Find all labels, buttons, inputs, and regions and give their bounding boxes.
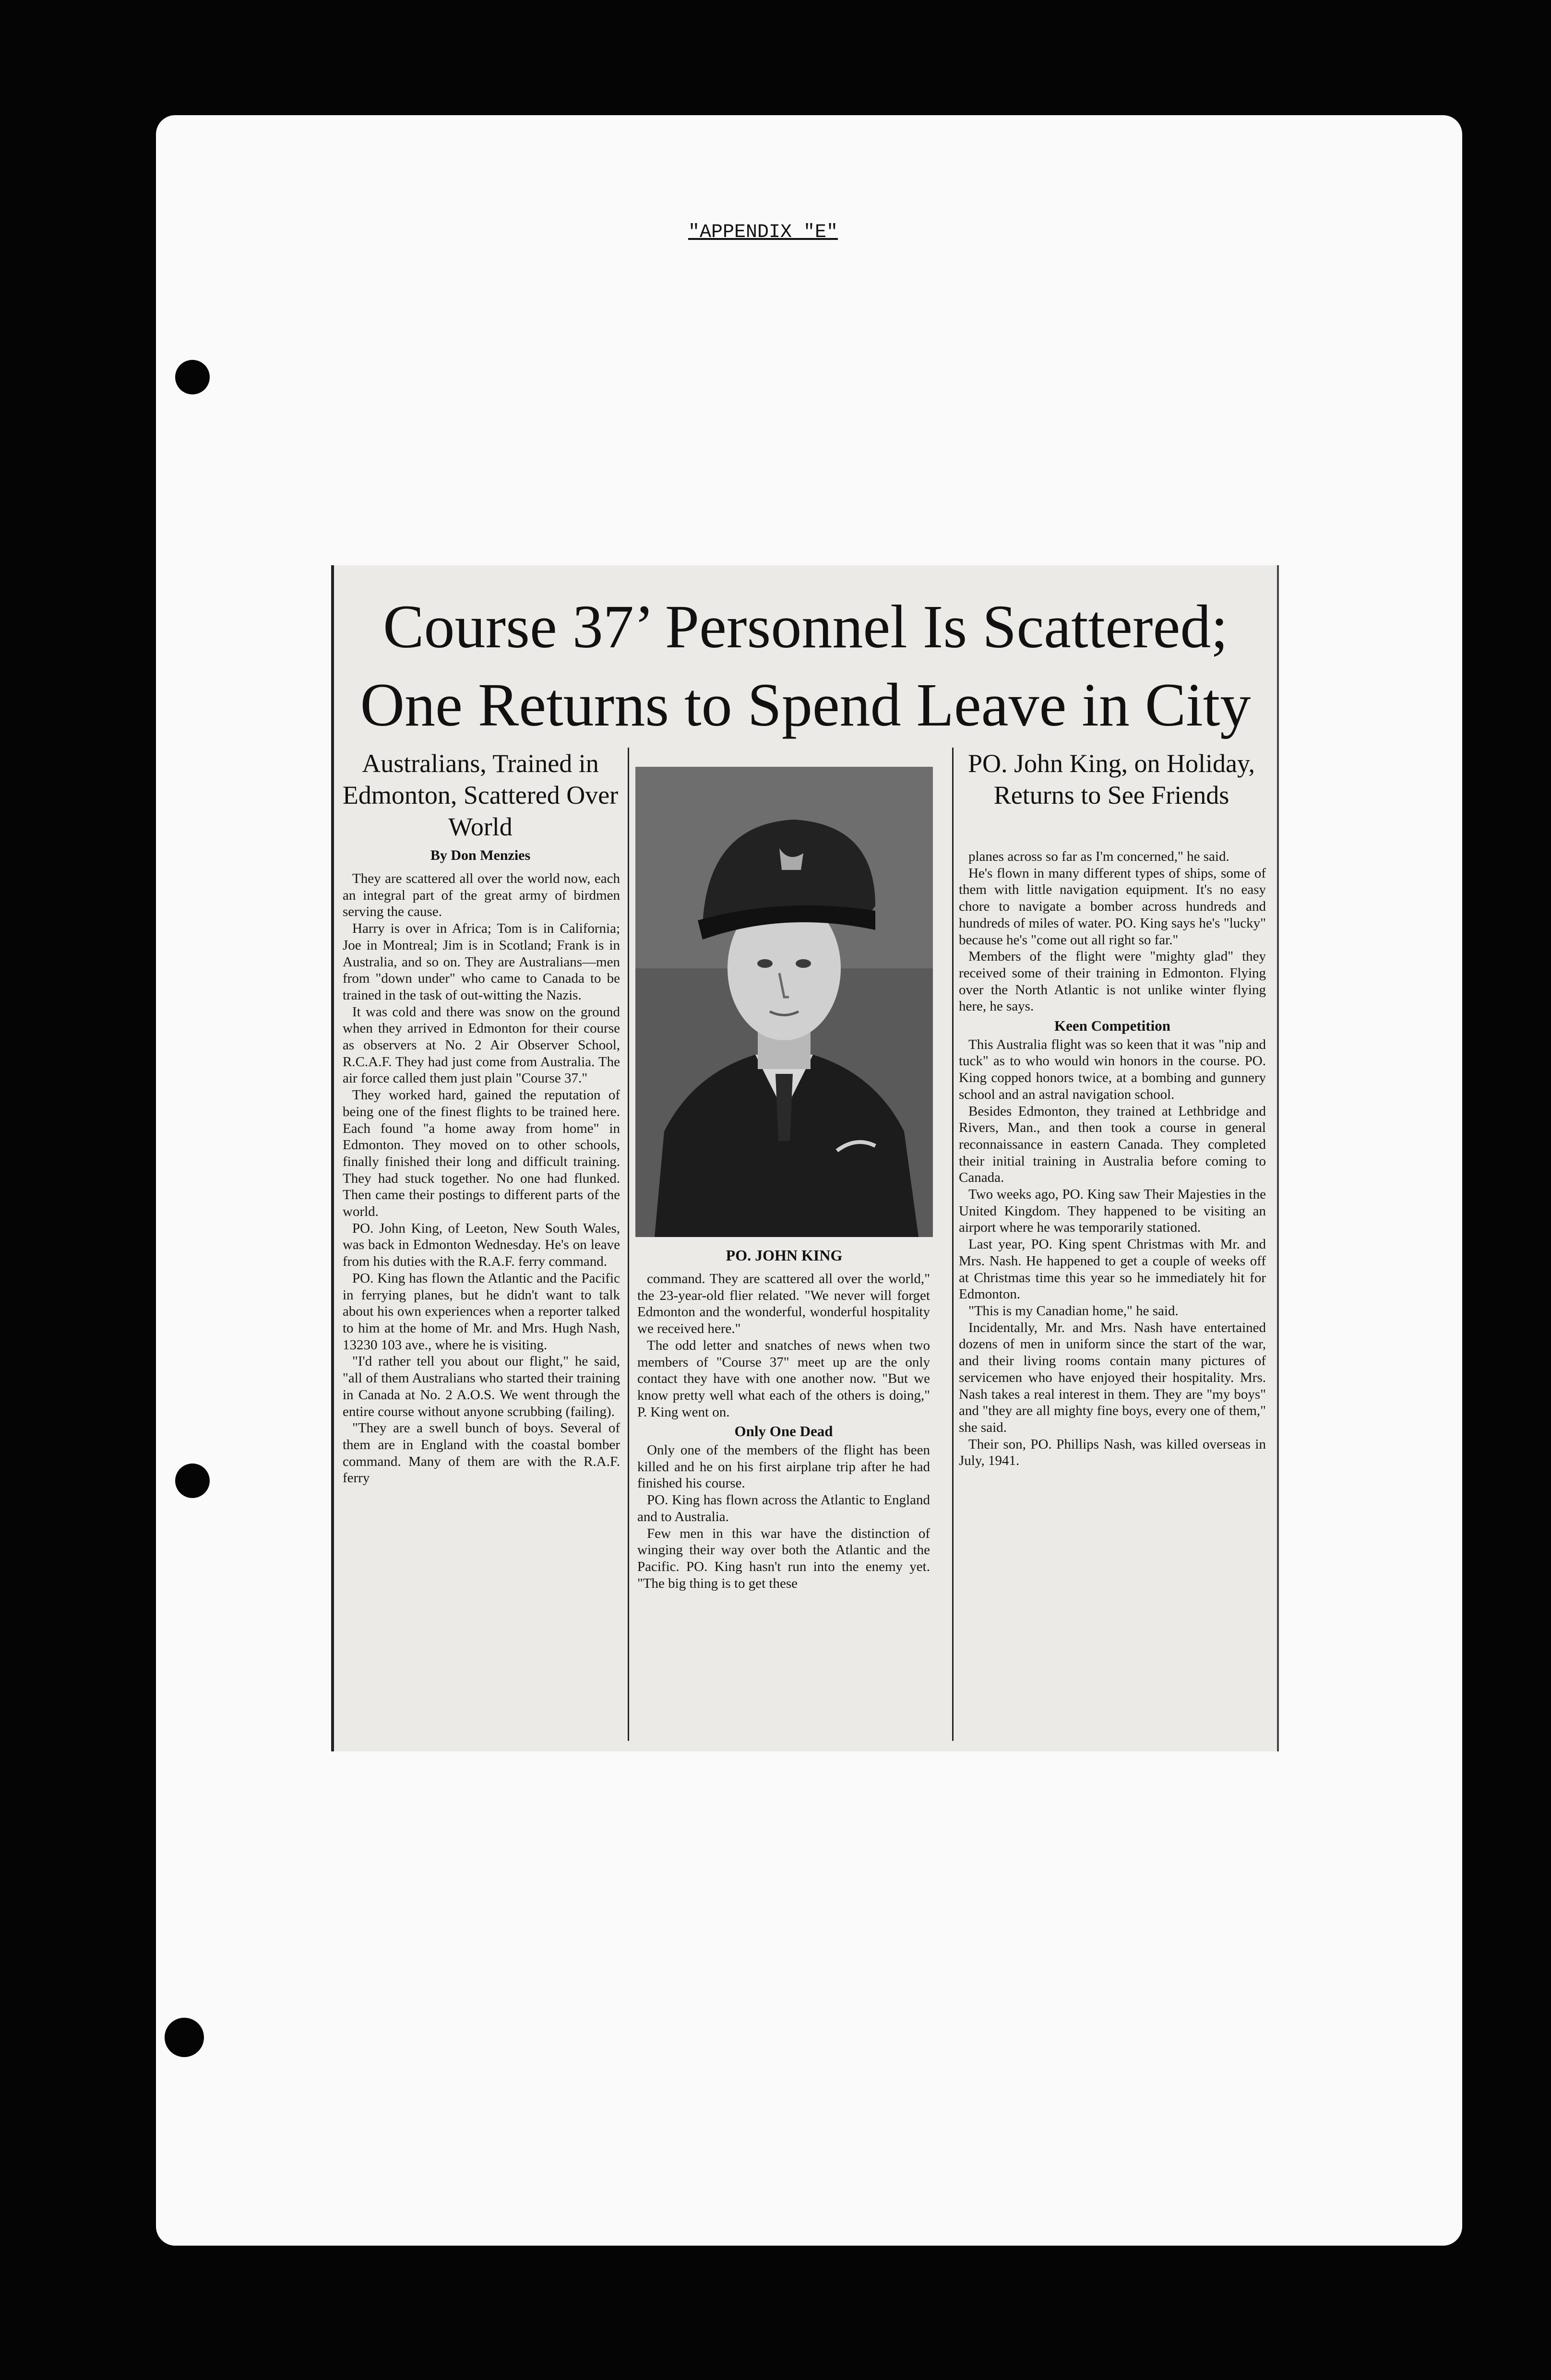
left-paragraph: Harry is over in Africa; Tom is in California; Joe in Montreal; Jim is in Scotland; Frank is in Australia, and so on. They are Australians—men from "down under" who came to Canada to be trained in the task of out-witting the Nazis. — [343, 921, 620, 1003]
right-subhead: Keen Competition — [1054, 1017, 1170, 1035]
left-paragraph: They worked hard, gained the reputation of being one of the finest flights to be trained here. Each found "a home away from home" in Edmonton. They moved on to other schools, finally finished their long and difficult training. They had stuck together. No one had flunked. Then came their postings to different parts of the world. — [343, 1087, 620, 1220]
column-rule-right — [952, 748, 954, 1741]
left-paragraph: It was cold and there was snow on the ground when they arrived in Edmonton for their course as observers at No. 2 Air Observer School, R.C.A.F. They had just come from Australia. The air force called them just plain "Course 37." — [343, 1004, 620, 1086]
middle-paragraph: Few men in this war have the distinction of winging their way over both the Atlantic and the Pacific. PO. King hasn't run into the enemy yet. "The big thing is to get these — [637, 1525, 930, 1591]
right-paragraph: Their son, PO. Phillips Nash, was killed overseas in July, 1941. — [959, 1436, 1266, 1469]
right-paragraph: Incidentally, Mr. and Mrs. Nash have entertained dozens of men in uniform since the start of the war, and their living rooms contain many pictures of servicemen who have enjoyed their hospitality. Mrs. Nash takes a real interest in them. They are "my boys" and "they are all mighty fine boys, every one of them," she said. — [959, 1320, 1266, 1435]
binder-hole-middle — [175, 1464, 210, 1498]
byline: By Don Menzies — [430, 847, 531, 863]
right-paragraph: Two weeks ago, PO. King saw Their Majesties in the United Kingdom. They happened to be visiting an airport where he was temporarily stationed. — [959, 1187, 1266, 1236]
portrait-photo — [635, 767, 933, 1237]
column-rule-left — [628, 748, 629, 1741]
binder-hole-top — [175, 360, 210, 394]
headline-line-2: One Returns to Spend Leave in City — [360, 671, 1251, 739]
right-paragraph: planes across so far as I'm concerned," he said. — [968, 849, 1229, 864]
left-paragraph: PO. King has flown the Atlantic and the Pacific in ferrying planes, but he didn't want to talk about his own experiences when a reporter talked to him at the home of Mr. and Mrs. Hugh Nash, 13230 103 ave., where he is visiting. — [343, 1270, 620, 1353]
right-paragraph: This Australia flight was so keen that it was "nip and tuck" as to who would win honors in the course. PO. King copped honors twice, at a bombing and gunnery school and an astral navigation school. — [959, 1036, 1266, 1102]
headline-line-1: Course 37’ Personnel Is Scattered; — [383, 593, 1228, 661]
right-subheadline: PO. John King, on Holiday, Returns to See Friends — [967, 749, 1255, 809]
left-paragraph: PO. John King, of Leeton, New South Wales, was back in Edmonton Wednesday. He's on leave from his duties with the R.A.F. ferry command. — [343, 1220, 620, 1270]
appendix-label: "APPENDIX "E" — [688, 222, 838, 243]
left-paragraph: They are scattered all over the world now, each an integral part of the great army of birdmen serving the cause. — [343, 871, 620, 920]
left-paragraph: "They are a swell bunch of boys. Several of them are in England with the coastal bomber command. Many of them are with the R.A.F. ferry — [343, 1420, 620, 1486]
portrait-image — [635, 767, 933, 1237]
middle-paragraph: PO. King has flown across the Atlantic to England and to Australia. — [637, 1492, 930, 1524]
left-subheadline: Australians, Trained in Edmonton, Scattered Over World — [342, 749, 619, 841]
middle-subhead: Only One Dead — [734, 1423, 833, 1440]
right-paragraph: "This is my Canadian home," he said. — [968, 1303, 1179, 1319]
photo-caption: PO. JOHN KING — [726, 1247, 843, 1264]
newspaper-clipping — [331, 565, 1279, 1751]
left-paragraph: "I'd rather tell you about our flight," he said, "all of them Australians who started their training in Canada at No. 2 A.O.S. We went through the entire course without anyone scrubbing (failing). — [343, 1354, 620, 1419]
middle-column-text — [637, 1271, 930, 1592]
middle-paragraph: command. They are scattered all over the world," the 23-year-old flier related. "We never will forget Edmonton and the wonderful, wonderful hospitality we received here." — [637, 1271, 930, 1337]
left-column-text — [343, 870, 620, 1487]
right-paragraph: Members of the flight were "mighty glad" they received some of their training in Edmonton. Flying over the North Atlantic is not unlike winter flying here, he says. — [959, 949, 1266, 1014]
right-paragraph: He's flown in many different types of ships, some of them with little navigation equipment. It's no easy chore to navigate a bomber across hundreds and hundreds of miles of water. PO. King says he's "lucky" because he's "come out all right so far." — [959, 865, 1266, 948]
middle-paragraph: The odd letter and snatches of news when two members of "Course 37" meet up are the only contact they have with one another now. "But we know pretty well what each of the others is doing," P. King went on. — [637, 1337, 930, 1420]
right-paragraph: Last year, PO. King spent Christmas with Mr. and Mrs. Nash. He happened to get a couple of weeks off at Christmas time this year so he immediately hit for Edmonton. — [959, 1237, 1266, 1302]
binder-hole-bottom — [165, 2018, 204, 2057]
right-column-text — [959, 848, 1266, 1469]
middle-paragraph: Only one of the members of the flight has been killed and he on his first airplane trip after he had finished his course. — [637, 1442, 930, 1491]
right-paragraph: Besides Edmonton, they trained at Lethbridge and Rivers, Man., and then took a course in general reconnaissance in eastern Canada. They completed their initial training in Australia before coming to Canada. — [959, 1103, 1266, 1186]
